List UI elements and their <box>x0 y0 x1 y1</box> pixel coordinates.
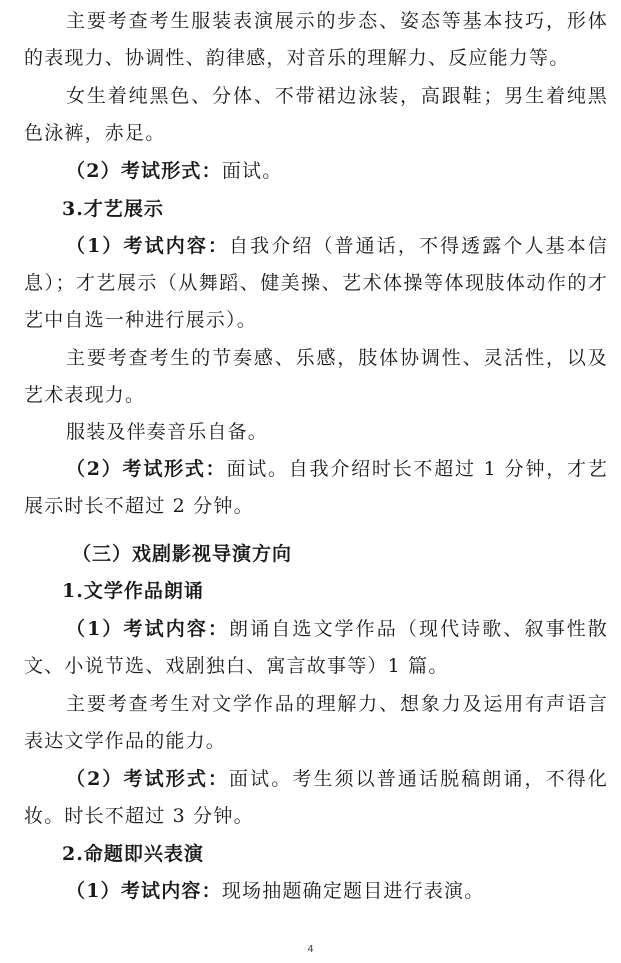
exam-content-label: （1）考试内容： <box>66 880 222 902</box>
exam-format-label: （2）考试形式： <box>66 768 230 790</box>
paragraph-exam-format-1 <box>24 153 608 190</box>
page-number: 4 <box>307 944 314 955</box>
exam-content-text: 朗诵自选文学作品（现代诗歌、叙事性散文、小说节选、戏剧独白、寓言故事等）1 篇。 <box>24 618 608 677</box>
exam-content-text: 现场抽题确定题目进行表演。 <box>221 880 485 902</box>
exam-format-label: （2）考试形式： <box>66 160 222 182</box>
paragraph-improv-content <box>24 873 608 910</box>
paragraph-exam-format-3 <box>24 761 608 835</box>
exam-format-text: 面试。自我介绍时长不超过 1 分钟，才艺展示时长不超过 2 分钟。 <box>24 458 608 517</box>
exam-content-text: 自我介绍（普通话，不得透露个人基本信息）；才艺展示（从舞蹈、健美操、艺术体操等体现肢体动作的才艺中自选一种进行展示）。 <box>24 235 608 331</box>
section-heading-drama-direction: （三）戏剧影视导演方向 <box>72 543 293 565</box>
paragraph-costume-music <box>24 414 608 451</box>
paragraph-exam-format-2 <box>24 451 608 525</box>
paragraph-text: 女生着纯黑色、分体、不带裙边泳装，高跟鞋；男生着纯黑色泳裤，赤足。 <box>24 85 608 144</box>
paragraph-text: 主要考查考生对文学作品的理解力、想象力及运用有声语言表达文学作品的能力。 <box>24 693 608 752</box>
exam-content-label: （1）考试内容： <box>66 235 230 257</box>
paragraph-talent-content <box>24 228 608 339</box>
paragraph-performance-focus <box>24 3 608 77</box>
section-heading-improv-performance: 2.命题即兴表演 <box>62 843 204 865</box>
paragraph-recitation-focus <box>24 686 608 760</box>
paragraph-recitation-content <box>24 611 608 685</box>
paragraph-text: 主要考查考生服装表演展示的步态、姿态等基本技巧，形体的表现力、协调性、韵律感，对音乐的理解力、反应能力等。 <box>24 10 608 69</box>
paragraph-costume <box>24 78 608 152</box>
paragraph-text: 主要考查考生的节奏感、乐感，肢体协调性、灵活性，以及艺术表现力。 <box>24 347 608 406</box>
exam-format-text: 面试。 <box>221 160 283 182</box>
exam-content-label: （1）考试内容： <box>66 618 230 640</box>
paragraph-text: 服装及伴奏音乐自备。 <box>66 421 269 443</box>
section-heading-talent-show: 3.才艺展示 <box>62 198 164 220</box>
paragraph-talent-focus <box>24 340 608 414</box>
exam-format-text: 面试。考生须以普通话脱稿朗诵，不得化妆。时长不超过 3 分钟。 <box>24 768 608 827</box>
section-heading-literature-recitation: 1.文学作品朗诵 <box>62 580 204 602</box>
exam-format-label: （2）考试形式： <box>66 458 227 480</box>
